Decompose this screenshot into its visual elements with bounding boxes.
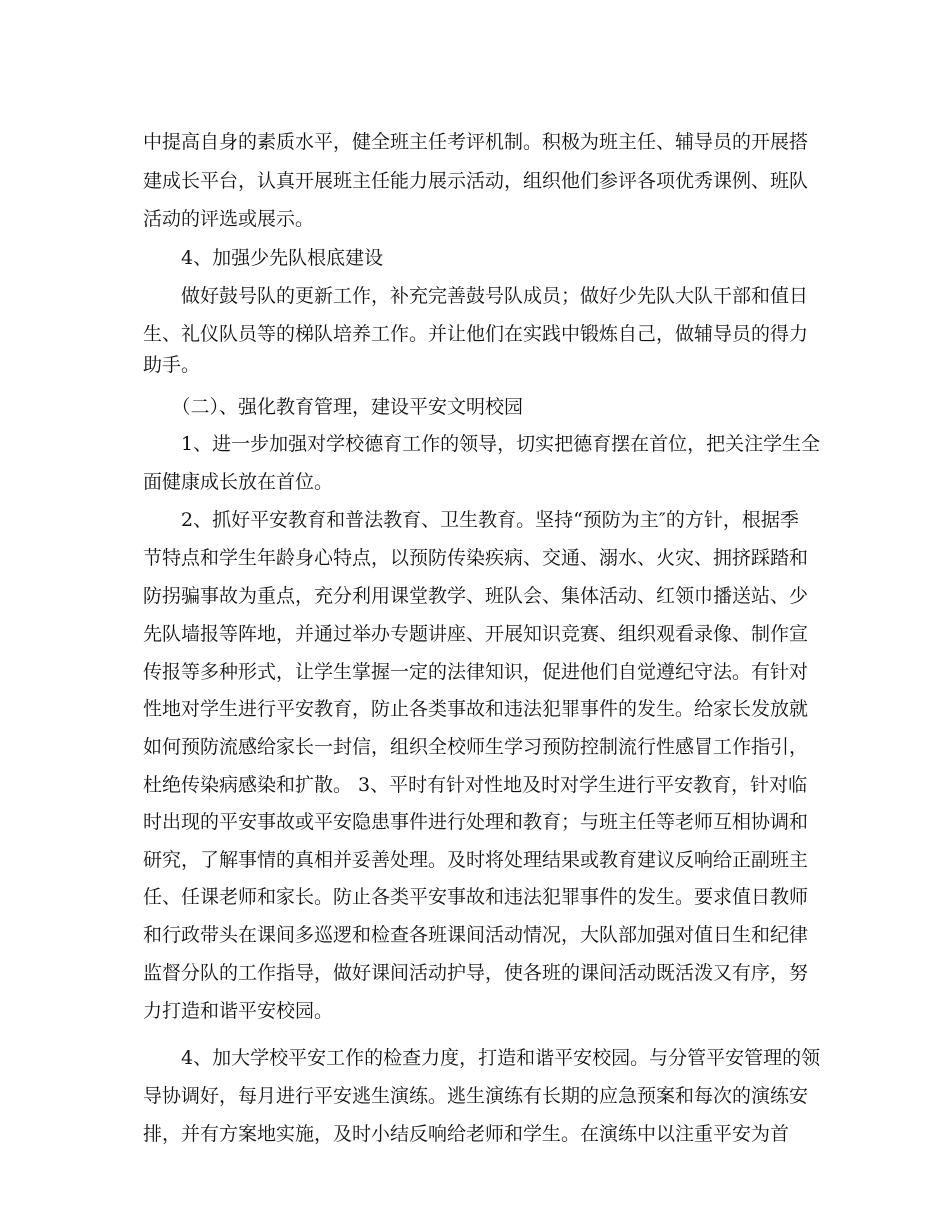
text-line-20: 研究，了解事情的真相并妥善处理。及时将处理结果或教育建议反响给正副班主: [143, 849, 809, 871]
text-line-21: 任、任课老师和家长。防止各类平安事故和违法犯罪事件的发生。要求值日教师: [143, 886, 809, 908]
text-line-3: 活动的评选或展示。: [143, 208, 315, 230]
text-line-14: 先队墙报等阵地，并通过举办专题讲座、开展知识竞赛、组织观看录像、制作宣: [143, 623, 809, 645]
text-line-18: 杜绝传染病感染和扩散。 3、平时有针对性地及时对学生进行平安教育，针对临: [143, 774, 808, 796]
text-line-7: 助手。: [143, 354, 201, 376]
text-line-22: 和行政带头在课间多巡逻和检查各班课间活动情况，大队部加强对值日生和纪律: [143, 924, 809, 946]
text-line-2: 建成长平台，认真开展班主任能力展示活动，组织他们参评各项优秀课例、班队: [143, 170, 809, 192]
text-line-10: 面健康成长放在首位。: [143, 471, 334, 493]
text-line-27: 排，并有方案地实施，及时小结反响给老师和学生。在演练中以注重平安为首: [143, 1123, 790, 1145]
text-line-15: 传报等多种形式，让学生掌握一定的法律知识，促进他们自觉遵纪守法。有针对: [143, 661, 809, 683]
text-line-23: 监督分队的工作指导，做好课间活动护导，使各班的课间活动既活泼又有序，努: [143, 962, 809, 984]
text-line-16: 性地对学生进行平安教育，防止各类事故和违法犯罪事件的发生。给家长发放就: [143, 698, 809, 720]
text-line-9: 1、进一步加强对学校德育工作的领导，切实把德育摆在首位，把关注学生全: [143, 433, 821, 455]
text-line-25: 4、加大学校平安工作的检查力度，打造和谐平安校园。与分管平安管理的领: [143, 1047, 821, 1069]
text-line-19: 时出现的平安事故或平安隐患事件进行处理和教育；与班主任等老师互相协调和: [143, 811, 809, 833]
text-line-8: （二）、强化教育管理，建设平安文明校园: [143, 396, 524, 418]
text-line-13: 防拐骗事故为重点，充分利用课堂教学、班队会、集体活动、红领巾播送站、少: [143, 585, 809, 607]
text-line-11: 2、抓好平安教育和普法教育、卫生教育。坚持“预防为主″的方针，根据季: [143, 509, 799, 531]
text-line-26: 导协调好，每月进行平安逃生演练。逃生演练有长期的应急预案和每次的演练安: [143, 1085, 809, 1107]
text-line-6: 生、礼仪队员等的梯队培养工作。并让他们在实践中锻炼自己，做辅导员的得力: [143, 323, 809, 345]
text-line-24: 力打造和谐平安校园。: [143, 1000, 334, 1022]
text-line-1: 中提高自身的素质水平，健全班主任考评机制。积极为班主任、辅导员的开展搭: [143, 131, 809, 153]
text-line-17: 如何预防流感给家长一封信，组织全校师生学习预防控制流行性感冒工作指引，: [143, 736, 809, 758]
text-line-5: 做好鼓号队的更新工作，补充完善鼓号队成员；做好少先队大队干部和值日: [143, 285, 809, 307]
text-line-4: 4、加强少先队根底建设: [143, 247, 384, 269]
text-line-12: 节特点和学生年龄身心特点，以预防传染疾病、交通、溺水、火灾、拥挤踩踏和: [143, 547, 809, 569]
